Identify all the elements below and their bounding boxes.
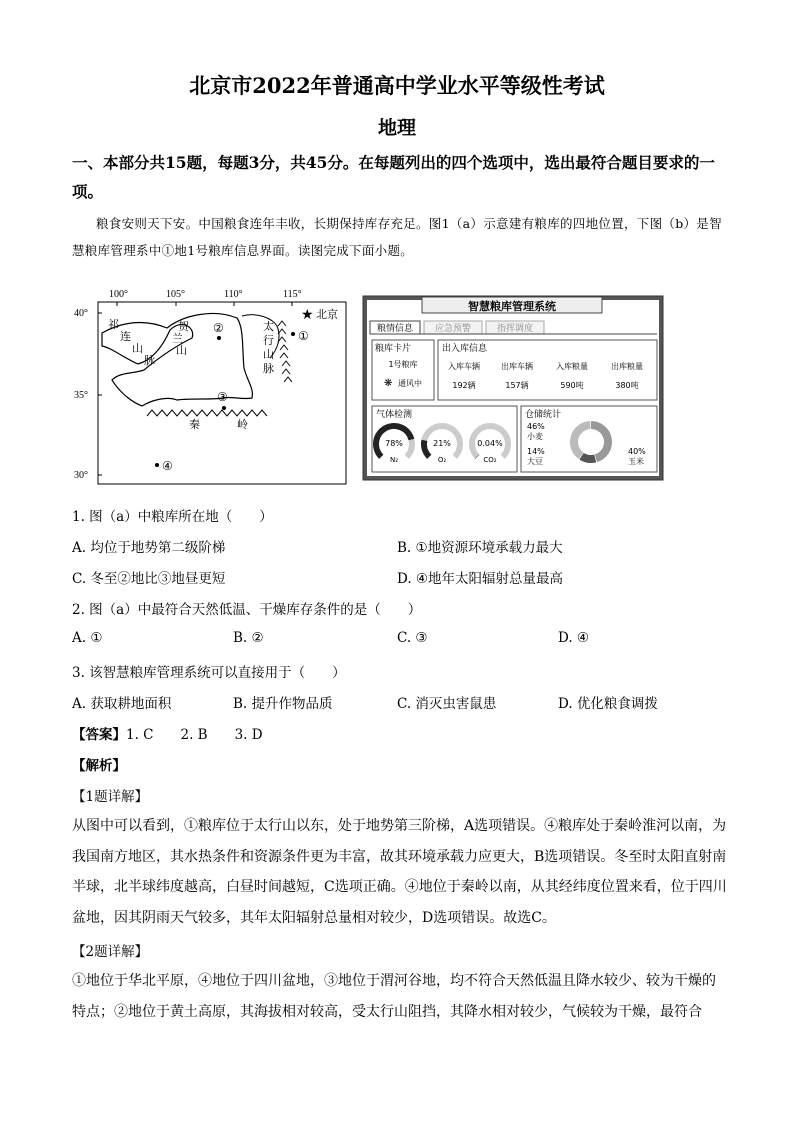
q2-option-a[interactable]: A. ① (72, 630, 103, 646)
mountain-label: 山 (263, 348, 274, 361)
star-icon: ★ (301, 307, 314, 323)
card-name: 1号粮库 (388, 360, 418, 369)
q1-option-c[interactable]: C. 冬至②地比③地昼更短 (72, 571, 226, 587)
q3-option-a[interactable]: A. 获取耕地面积 (72, 696, 172, 712)
storage-slice (582, 456, 596, 459)
gas-name: N₂ (389, 456, 399, 464)
io-header: 出库粮量 (611, 362, 643, 371)
point-marker (217, 336, 221, 340)
tab-dispatch: 指挥调度 (496, 324, 534, 334)
q2-option-b[interactable]: B. ② (233, 630, 264, 646)
mountain-label: 秦 (189, 418, 200, 431)
figure-1 (72, 288, 732, 488)
gas-value: 0.04% (477, 439, 503, 448)
point-marker (222, 406, 226, 410)
storage-name: 大豆 (527, 457, 543, 466)
lat-label: 35° (74, 390, 88, 401)
q3-option-b[interactable]: B. 提升作物品质 (233, 696, 333, 712)
mountain-label: 山 (176, 344, 187, 357)
lon-label: 115° (283, 289, 302, 300)
detail-2-text: ①地位于华北平原，④地位于四川盆地，③地位于渭河谷地，均不符合天然低温且降水较少、较为干燥的特点；②地位于黄土高原，其海拔相对较高，受太行山阻挡，其降水相对较少，气候较为干燥，最符合 (72, 973, 716, 1020)
detail-1-label: 【1题详解】 (72, 789, 149, 805)
mountain-label: 兰 (172, 332, 183, 345)
mountain-label: 脉 (144, 354, 155, 367)
map-panel (74, 289, 346, 484)
exam-title: 北京市2022年普通高中学业水平等级性考试 (189, 73, 605, 98)
io-value: 380吨 (615, 381, 639, 390)
io-value: 192辆 (452, 381, 476, 390)
q3-option-d[interactable]: D. 优化粮食调拨 (558, 696, 658, 712)
mountain-label: 太 (263, 320, 274, 333)
gas-name: O₂ (437, 456, 447, 464)
answer-text: 1. C 2. B 3. D (126, 727, 263, 743)
gas-value: 21% (433, 439, 451, 448)
question-3-stem: 3. 该智慧粮库管理系统可以直接用于（ ） (72, 665, 346, 681)
system-panel (363, 296, 663, 480)
q3-option-c[interactable]: C. 消灭虫害鼠患 (397, 696, 497, 712)
mountain-label: 连 (120, 330, 131, 343)
point-marker (291, 332, 295, 336)
mountain-label: 行 (263, 334, 274, 347)
q2-option-d[interactable]: D. ④ (558, 630, 590, 646)
card-status: 通风中 (398, 379, 422, 388)
intro-paragraph: 粮食安则天下安。中国粮食连年丰收，长期保持库存充足。图1（a）示意建有粮库的四地位置，下图（b）是智慧粮库管理系中①地1号粮库信息界面。读图完成下面小题。 (72, 216, 722, 258)
mountain-label: 脉 (263, 362, 274, 375)
point-label: ④ (162, 459, 173, 473)
point-marker (155, 463, 159, 467)
io-title: 出入库信息 (442, 344, 488, 354)
system-title: 智慧粮库管理系统 (468, 300, 556, 313)
q1-option-a[interactable]: A. 均位于地势第二级阶梯 (72, 540, 226, 556)
lat-label: 30° (74, 470, 88, 481)
storage-pct: 40% (628, 447, 646, 456)
gas-name: CO₂ (483, 456, 497, 464)
point-label: ① (298, 329, 309, 343)
io-value: 590吨 (560, 381, 584, 390)
fan-icon: ❋ (384, 378, 393, 389)
lon-label: 105° (166, 289, 185, 300)
storage-title: 仓储统计 (525, 410, 562, 420)
q1-option-d[interactable]: D. ④地年太阳辐射总量最高 (397, 571, 564, 587)
mountain-label: 祁 (108, 318, 119, 331)
storage-pct: 46% (527, 422, 545, 431)
analysis-label: 【解析】 (72, 758, 126, 774)
q2-option-c[interactable]: C. ③ (397, 630, 428, 646)
tab-emergency: 应急预警 (434, 324, 472, 334)
question-2-stem: 2. 图（a）中最符合天然低温、干燥库存条件的是（ ） (72, 602, 422, 618)
subject-title: 地理 (377, 117, 416, 139)
storage-pct: 14% (527, 447, 545, 456)
card-title: 粮库卡片 (375, 344, 412, 354)
point-label: ② (213, 321, 224, 335)
answer-line (72, 723, 263, 743)
point-label: ③ (217, 390, 228, 404)
io-value: 157辆 (505, 381, 529, 390)
io-header: 入库车辆 (448, 362, 480, 371)
mountain-label: 贺 (178, 320, 189, 333)
city-label: 北京 (316, 308, 338, 321)
io-header: 出库车辆 (501, 362, 533, 371)
io-header: 入库粮量 (556, 362, 588, 371)
storage-name: 小麦 (527, 432, 543, 441)
tab-grain-info: 粮情信息 (376, 324, 414, 334)
question-1-stem: 1. 图（a）中粮库所在地（ ） (72, 509, 273, 525)
mountain-label: 岭 (237, 418, 248, 431)
detail-1-text: 从图中可以看到，①粮库位于太行山以东，处于地势第三阶梯，A选项错误。④粮库处于秦岭淮河以南，为我国南方地区，其水热条件和资源条件更为丰富，故其环境承载力应更大，B选项错误。冬至时太阳直射南半球，北半球纬度越高，白昼时间越短，C选项正确。④地位于秦岭以南，从其经纬度位置来看，位于四川盆地，因其阴雨天气较多，其年太阳辐射总量相对较少，D选项错误。故选C。 (72, 818, 727, 926)
section-heading: 一、本部分共15题，每题3分，共45分。在每题列出的四个选项中，选出最符合题目要求的一项。 (72, 153, 715, 201)
lat-label: 40° (74, 308, 88, 319)
answer-label: 【答案】 (72, 727, 126, 743)
detail-2-label: 【2题详解】 (72, 944, 149, 960)
gas-value: 78% (385, 439, 403, 448)
gas-title: 气体检测 (376, 410, 413, 420)
mountain-label: 山 (132, 342, 143, 355)
q1-option-b[interactable]: B. ①地资源环境承载力最大 (397, 540, 563, 556)
lon-label: 110° (224, 289, 243, 300)
storage-name: 玉米 (628, 457, 644, 466)
lon-label: 100° (109, 289, 128, 300)
